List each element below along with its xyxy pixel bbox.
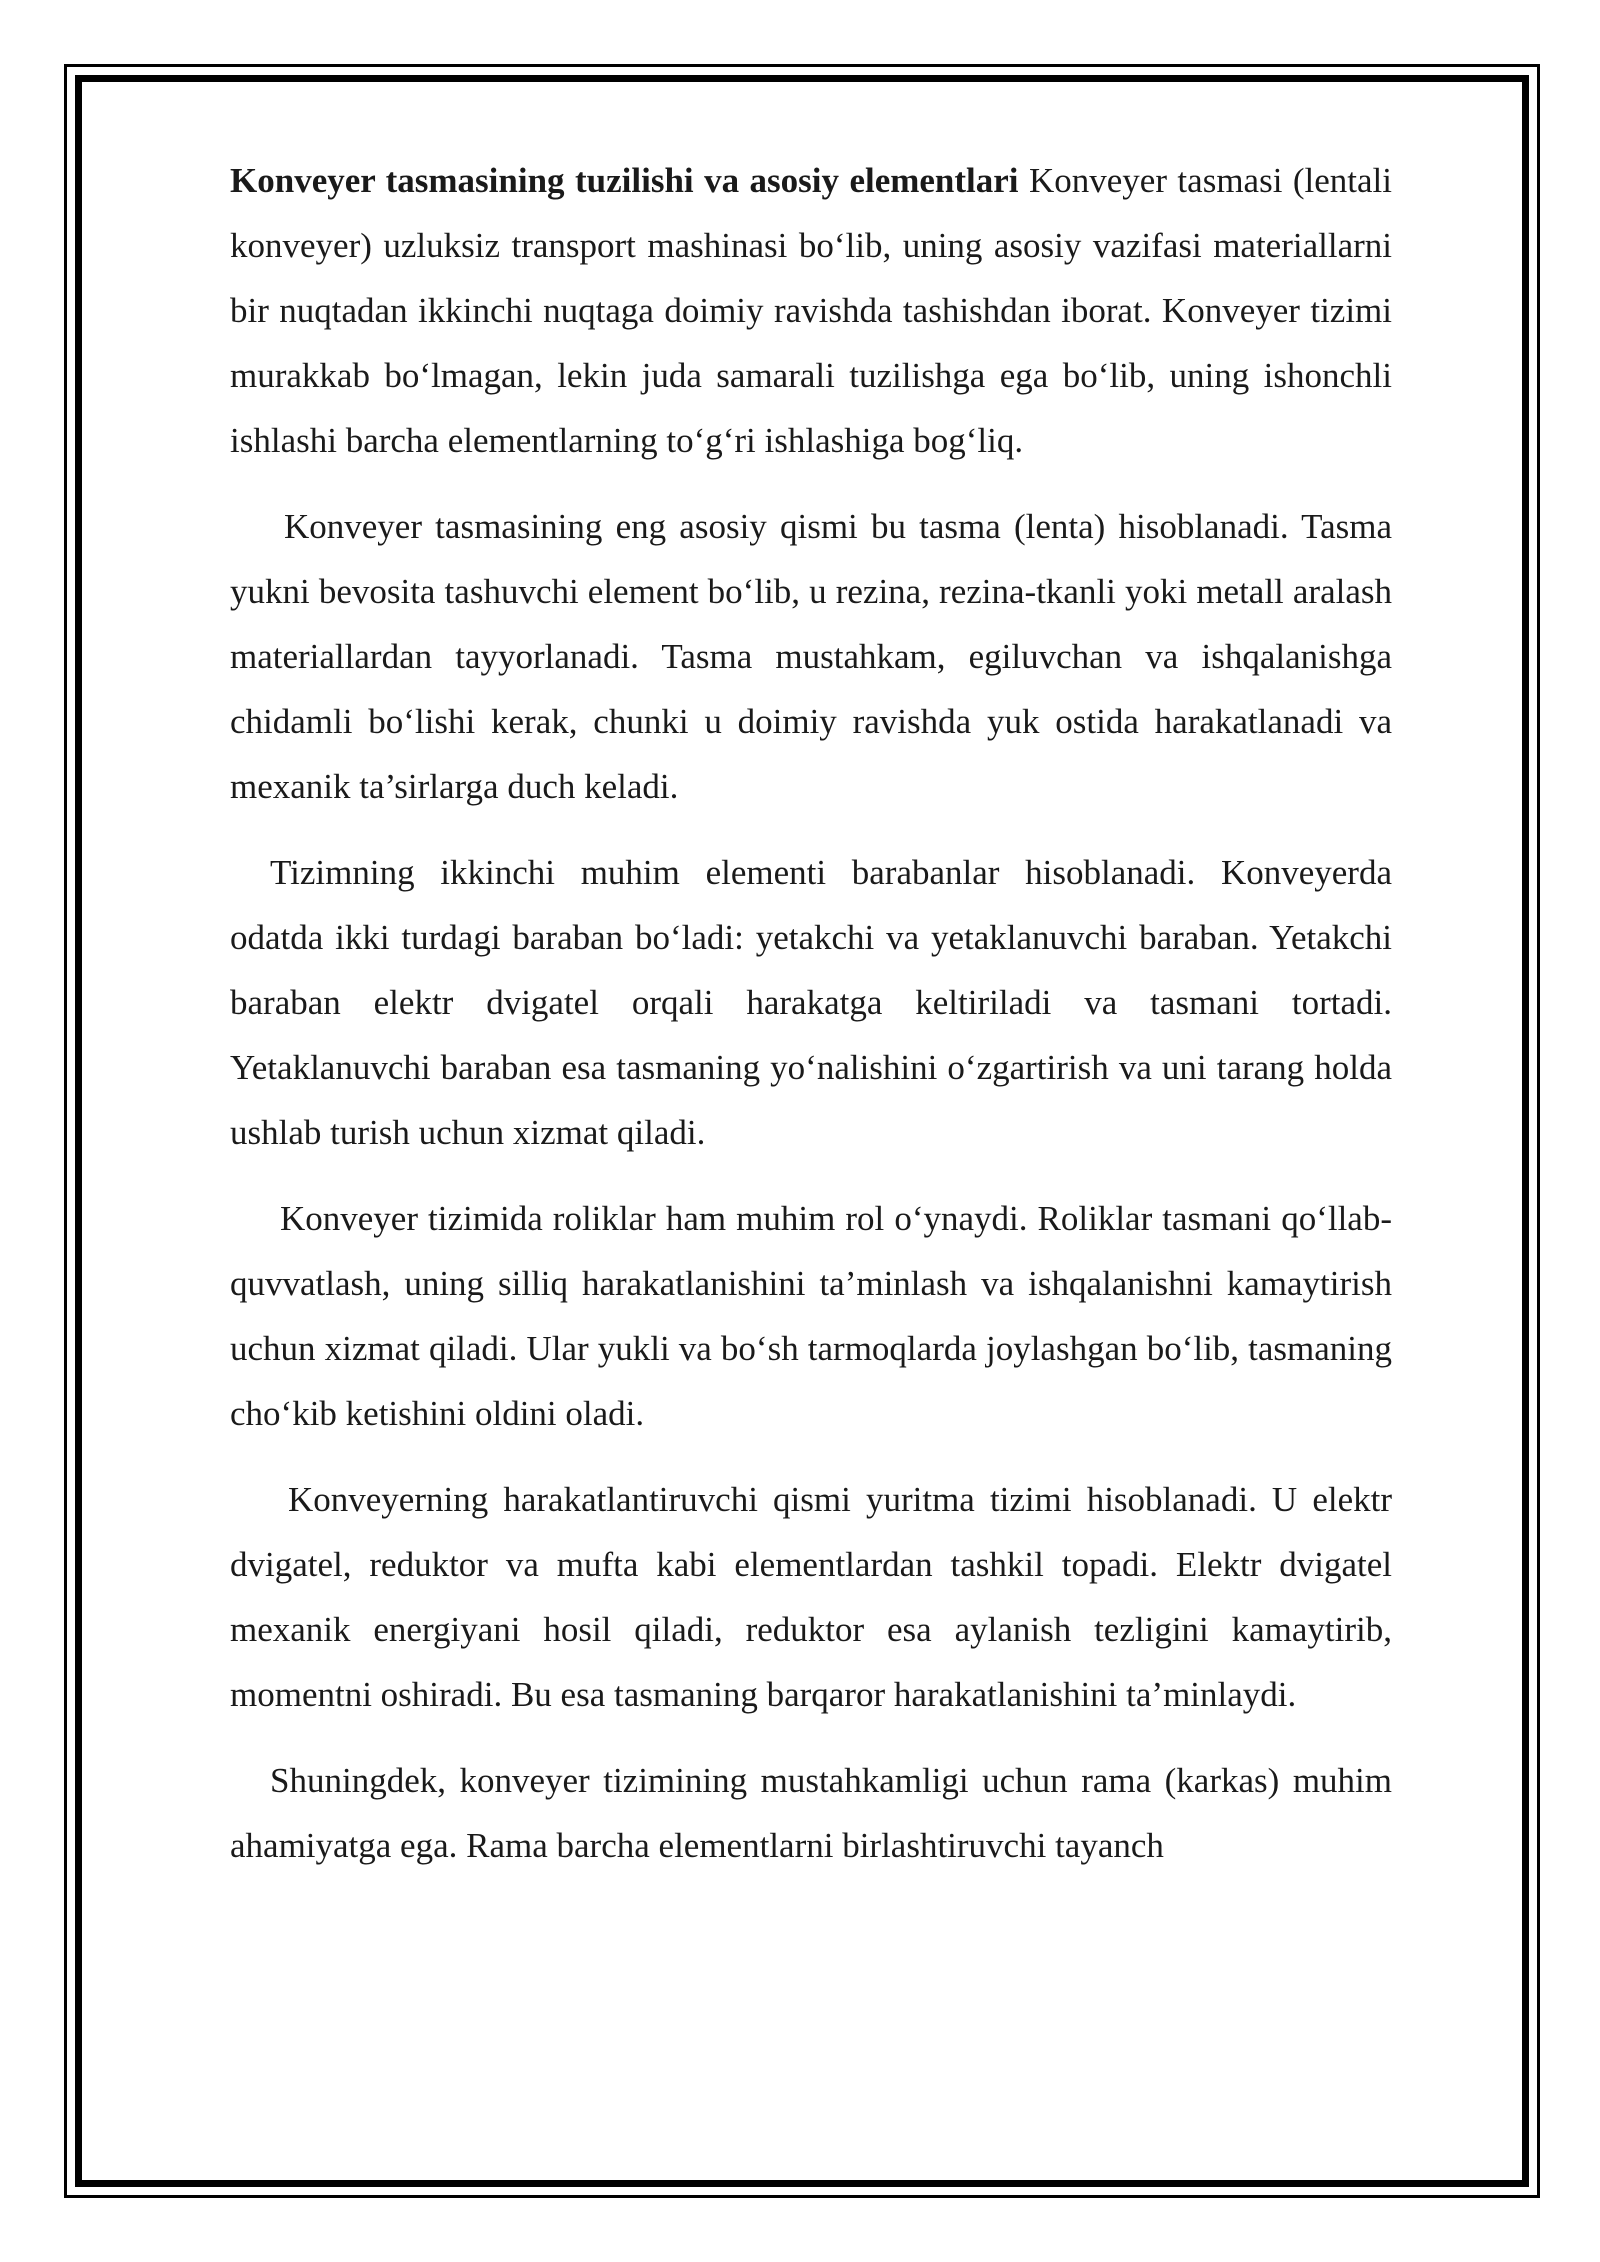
paragraph-6: Shuningdek, konveyer tizimining mustahkamligi uchun rama (karkas) muhim ahamiyatga ega. Rama barcha elementlarni birlashtiruvchi tayanch [230,1761,1392,1865]
document-body [230,148,1392,1899]
paragraph-5: Konveyerning harakatlantiruvchi qismi yuritma tizimi hisoblanadi. U elektr dvigatel, reduktor va mufta kabi elementlardan tashkil topadi. Elektr dvigatel mexanik energiyani hosil qiladi, reduktor esa aylanish tezligini kamaytirib, momentni oshiradi. Bu esa tasmaning barqaror harakatlanishini ta’minlaydi. [230,1480,1392,1714]
paragraph-1 [230,148,1392,473]
paragraph-3: Tizimning ikkinchi muhim elementi barabanlar hisoblanadi. Konveyerda odatda ikki turdagi baraban bo‘ladi: yetakchi va yetaklanuvchi baraban. Yetakchi baraban elektr dvigatel orqali harakatga keltiriladi va tasmani tortadi. Yetaklanuvchi baraban esa tasmaning yo‘nalishini o‘zgartirish va uni tarang holda ushlab turish uchun xizmat qiladi. [230,853,1392,1152]
document-heading: Konveyer tasmasining tuzilishi va asosiy elementlari [230,161,1019,200]
paragraph-2: Konveyer tasmasining eng asosiy qismi bu tasma (lenta) hisoblanadi. Tasma yukni bevosita tashuvchi element bo‘lib, u rezina, rezina-tkanli yoki metall aralash materiallardan tayyorlanadi. Tasma mustahkam, egiluvchan va ishqalanishga chidamli bo‘lishi kerak, chunki u doimiy ravishda yuk ostida harakatlanadi va mexanik ta’sirlarga duch keladi. [230,507,1392,806]
paragraph-1-text: Konveyer tasmasi (lentali konveyer) uzluksiz transport mashinasi bo‘lib, uning asosiy vazifasi materiallarni bir nuqtadan ikkinchi nuqtaga doimiy ravishda tashishdan iborat. Konveyer tizimi murakkab bo‘lmagan, lekin juda samarali tuzilishga ega bo‘lib, uning ishonchli ishlashi barcha elementlarning to‘g‘ri ishlashiga bog‘liq. [230,161,1392,460]
paragraph-4: Konveyer tizimida roliklar ham muhim rol o‘ynaydi. Roliklar tasmani qo‘llab-quvvatlash, uning silliq harakatlanishini ta’minlash va ishqalanishni kamaytirish uchun xizmat qiladi. Ular yukli va bo‘sh tarmoqlarda joylashgan bo‘lib, tasmaning cho‘kib ketishini oldini oladi. [230,1199,1392,1433]
